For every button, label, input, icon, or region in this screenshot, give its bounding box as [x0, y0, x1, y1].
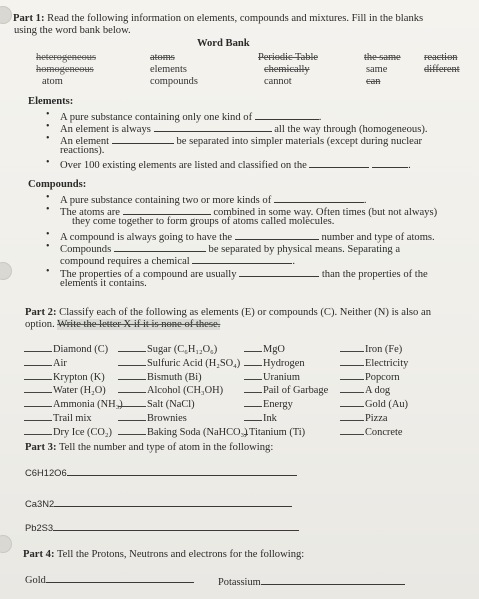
bullet-dot: • [46, 133, 50, 144]
part2-intro: Part 2: Classify each of the following as elements (E) or compounds (C). Neither (N) is also an [25, 307, 432, 318]
bullet-dot: • [46, 241, 50, 252]
compounds-bullet-2-cont: they come together to form groups of atoms called molecules. [72, 216, 335, 227]
part1-intro: Part 1: Read the following information on elements, compounds and mixtures. Fill in the blanks [13, 13, 424, 24]
punch-hole-bottom [0, 535, 12, 553]
classify-item[interactable]: Pizza [340, 411, 408, 425]
part3-item-1[interactable]: C6H12O6 [25, 467, 297, 478]
classify-item[interactable]: Krypton (K) [24, 370, 123, 384]
classify-item[interactable]: Dry Ice (CO₂) [24, 425, 123, 439]
word-bank-col1: heterogeneous homogeneous atom [36, 52, 97, 87]
classify-item[interactable]: Electricity [340, 356, 408, 370]
bullet-dot: • [46, 157, 50, 168]
classify-item[interactable]: Ink [244, 411, 328, 425]
classify-item[interactable]: Popcorn [340, 370, 408, 384]
part1-intro-line2: using the word bank below. [14, 25, 131, 36]
compounds-bullet-3: A compound is always going to have the number and type of atoms. [60, 229, 435, 244]
classify-item[interactable]: Air [24, 356, 123, 370]
classify-item[interactable]: Ammonia (NH₃) [24, 397, 123, 411]
classify-item[interactable]: Iron (Fe) [340, 342, 408, 356]
elements-bullet-1: A pure substance containing only one kind of . [60, 109, 321, 124]
word-bank-col4: the same same can [364, 52, 401, 87]
part3-item-2[interactable]: Ca3N2 [25, 498, 292, 509]
compounds-bullet-1: A pure substance containing two or more kinds of . [60, 192, 367, 207]
bullet-dot: • [46, 109, 50, 120]
compounds-bullet-2: The atoms are combined in some way. Often times (but not always) [60, 204, 437, 219]
classify-item[interactable]: Uranium [244, 370, 328, 384]
classify-item[interactable]: Sulfuric Acid (H₂SO₄) [118, 356, 248, 370]
elements-bullet-3: An element be separated into simpler materials (except during nuclear [60, 133, 422, 148]
word-bank-col5: reaction different [424, 52, 460, 75]
compounds-bullet-4: Compounds be separated by physical means. Separating a [60, 241, 400, 256]
elements-bullet-4: Over 100 existing elements are listed and classified on the . [60, 157, 411, 172]
bullet-dot: • [46, 204, 50, 215]
classify-col1 [24, 342, 123, 439]
classify-item[interactable]: Titanium (Ti) [244, 425, 328, 439]
classify-item[interactable]: Concrete [340, 425, 408, 439]
classify-item[interactable]: MgO [244, 342, 328, 356]
part2-intro-line2: option. Write the letter X if it is none of these. [25, 319, 221, 330]
part4-intro: Part 4: Tell the Protons, Neutrons and electrons for the following: [23, 549, 305, 560]
classify-item[interactable]: Diamond (C) [24, 342, 123, 356]
compounds-bullet-4-cont: compound requires a chemical . [60, 253, 295, 268]
elements-heading: Elements: [28, 96, 74, 107]
classify-item[interactable]: Hydrogen [244, 356, 328, 370]
classify-item[interactable]: Bismuth (Bi) [118, 370, 248, 384]
elements-bullet-3-cont: reactions). [60, 145, 105, 156]
classify-item[interactable]: Baking Soda (NaHCO₃) [118, 425, 248, 439]
bullet-dot: • [46, 192, 50, 203]
punch-hole-top [0, 6, 12, 24]
word-bank-col2: atoms elements compounds [150, 52, 198, 87]
classify-item[interactable]: Salt (NaCl) [118, 397, 248, 411]
bullet-dot: • [46, 266, 50, 277]
part4-item-potassium[interactable]: Potassium [218, 575, 405, 588]
classify-item[interactable]: Energy [244, 397, 328, 411]
classify-item[interactable]: Sugar (C₆H₁₂O₆) [118, 342, 248, 356]
classify-col2 [118, 342, 248, 439]
classify-col4 [340, 342, 408, 439]
classify-item[interactable]: Water (H₂O) [24, 383, 123, 397]
part3-intro: Part 3: Tell the number and type of atom in the following: [25, 442, 274, 453]
bullet-dot: • [46, 229, 50, 240]
classify-item[interactable]: Brownies [118, 411, 248, 425]
classify-item[interactable]: Trail mix [24, 411, 123, 425]
bullet-dot: • [46, 121, 50, 132]
classify-item[interactable]: A dog [340, 383, 408, 397]
part3-item-3[interactable]: Pb2S3 [25, 522, 299, 533]
compounds-heading: Compounds: [28, 179, 87, 190]
compounds-bullet-5: The properties of a compound are usually than the properties of the [60, 266, 428, 281]
word-bank-title: Word Bank [197, 38, 250, 49]
classify-item[interactable]: Gold (Au) [340, 397, 408, 411]
classify-item[interactable]: Alcohol (CH₃OH) [118, 383, 248, 397]
part4-item-gold[interactable]: Gold [25, 573, 194, 586]
punch-hole-middle [0, 262, 12, 280]
classify-item[interactable]: Pail of Garbage [244, 383, 328, 397]
word-bank-col3: Periodic Table chemically cannot [258, 52, 318, 87]
compounds-bullet-5-cont: elements it contains. [60, 278, 147, 289]
classify-col3 [244, 342, 328, 439]
elements-bullet-2: An element is always all the way through (homogeneous). [60, 121, 428, 136]
